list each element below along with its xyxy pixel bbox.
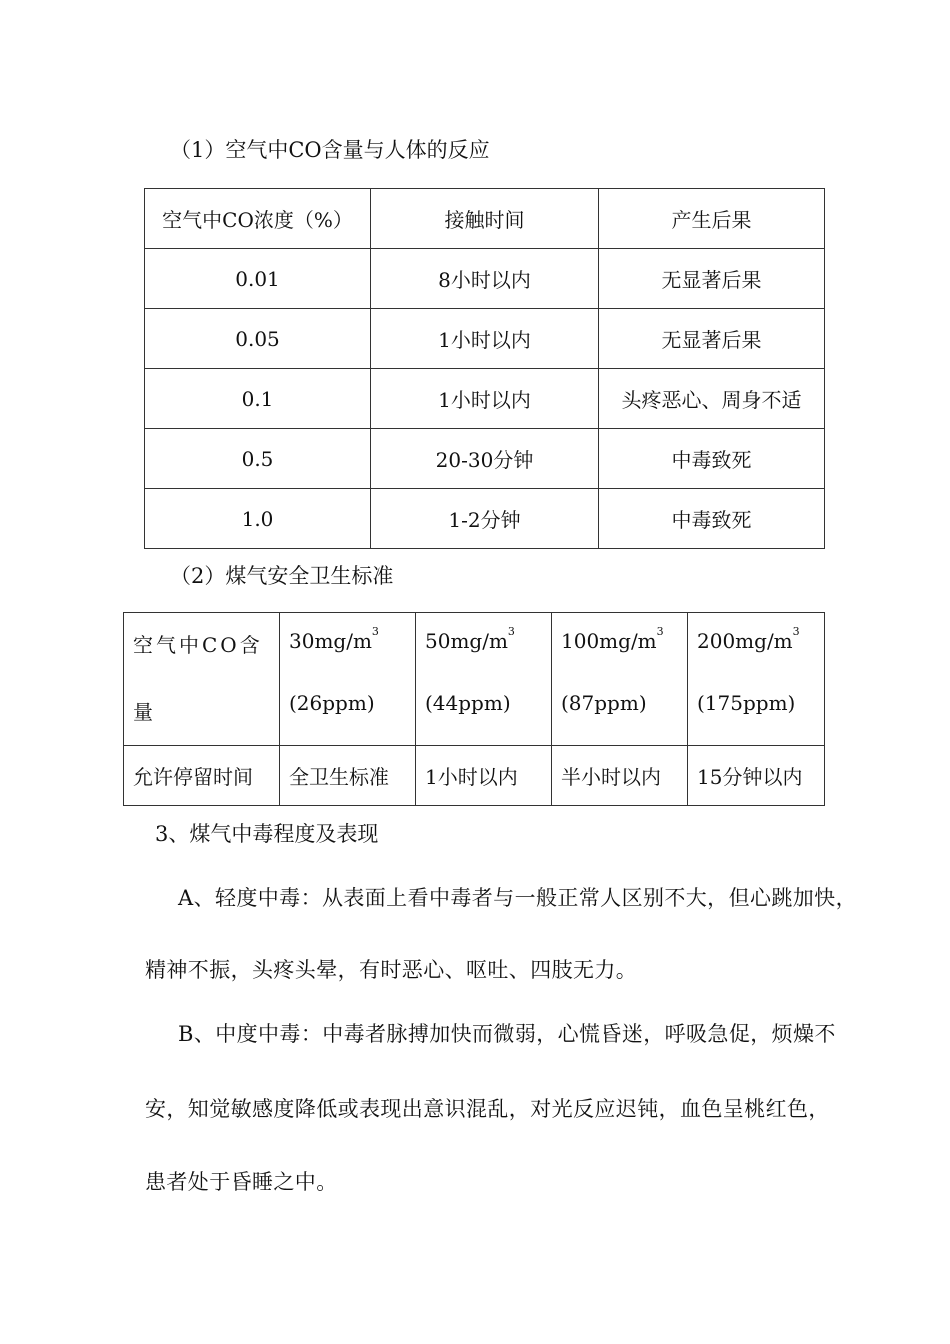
table-cell: 0.01 [145, 249, 371, 309]
table-cell: 0.5 [145, 429, 371, 489]
section3-heading: 3、煤气中毒程度及表现 [155, 822, 379, 846]
table-cell: 15分钟以内 [688, 746, 825, 806]
row-label-line: 空气中CO含 [133, 633, 263, 657]
header-cell: 接触时间 [371, 189, 599, 249]
table-row [124, 746, 825, 806]
section1-heading: （1）空气中CO含量与人体的反应 [170, 138, 490, 162]
ppm-value: (175ppm) [697, 691, 796, 715]
row-label-cell [124, 613, 280, 746]
table-cell: 无显著后果 [599, 309, 825, 369]
superscript: 3 [507, 625, 515, 638]
co-effects-table [144, 188, 825, 549]
row-label-line: 量 [133, 700, 153, 724]
table-cell: 1小时以内 [371, 309, 599, 369]
table-cell: 1-2分钟 [371, 489, 599, 549]
header-cell: 产生后果 [599, 189, 825, 249]
table-row [145, 489, 825, 549]
table-cell: 半小时以内 [552, 746, 688, 806]
table-cell: 中毒致死 [599, 429, 825, 489]
table-cell: 1小时以内 [371, 369, 599, 429]
paragraph-b-line: 患者处于昏睡之中。 [145, 1170, 338, 1194]
paragraph-b-line: B、中度中毒：中毒者脉搏加快而微弱，心慌昏迷，呼吸急促，烦燥不 [178, 1022, 836, 1046]
table-cell: 头疼恶心、周身不适 [599, 369, 825, 429]
ppm-value: (87ppm) [561, 691, 647, 715]
gas-safety-standard-table [123, 612, 825, 806]
section2-heading: （2）煤气安全卫生标准 [170, 564, 394, 588]
header-cell: 空气中CO浓度（%） [145, 189, 371, 249]
paragraph-a-line: 精神不振，头疼头晕，有时恶心、呕吐、四肢无力。 [145, 958, 638, 982]
concentration-cell [688, 613, 825, 746]
table-cell: 8小时以内 [371, 249, 599, 309]
concentration-cell [280, 613, 416, 746]
table-row [145, 429, 825, 489]
concentration-cell [416, 613, 552, 746]
table-cell: 0.05 [145, 309, 371, 369]
superscript: 3 [656, 625, 664, 638]
table-row [145, 309, 825, 369]
row-label-cell: 允许停留时间 [124, 746, 280, 806]
mg-value: 200mg/m [697, 629, 793, 653]
paragraph-a-line: A、轻度中毒：从表面上看中毒者与一般正常人区别不大，但心跳加快， [178, 886, 857, 910]
paragraph-b-line: 安，知觉敏感度降低或表现出意识混乱，对光反应迟钝，血色呈桃红色， [145, 1097, 830, 1121]
table-header-row [145, 189, 825, 249]
table-cell: 中毒致死 [599, 489, 825, 549]
table-cell: 无显著后果 [599, 249, 825, 309]
mg-value: 30mg/m [289, 629, 372, 653]
table-row [145, 369, 825, 429]
table-cell: 1.0 [145, 489, 371, 549]
ppm-value: (44ppm) [425, 691, 511, 715]
table-row [124, 613, 825, 746]
table-cell: 全卫生标准 [280, 746, 416, 806]
concentration-cell [552, 613, 688, 746]
mg-value: 100mg/m [561, 629, 657, 653]
table-cell: 1小时以内 [416, 746, 552, 806]
ppm-value: (26ppm) [289, 691, 375, 715]
superscript: 3 [792, 625, 800, 638]
mg-value: 50mg/m [425, 629, 508, 653]
table-row [145, 249, 825, 309]
table-cell: 20-30分钟 [371, 429, 599, 489]
superscript: 3 [371, 625, 379, 638]
table-cell: 0.1 [145, 369, 371, 429]
